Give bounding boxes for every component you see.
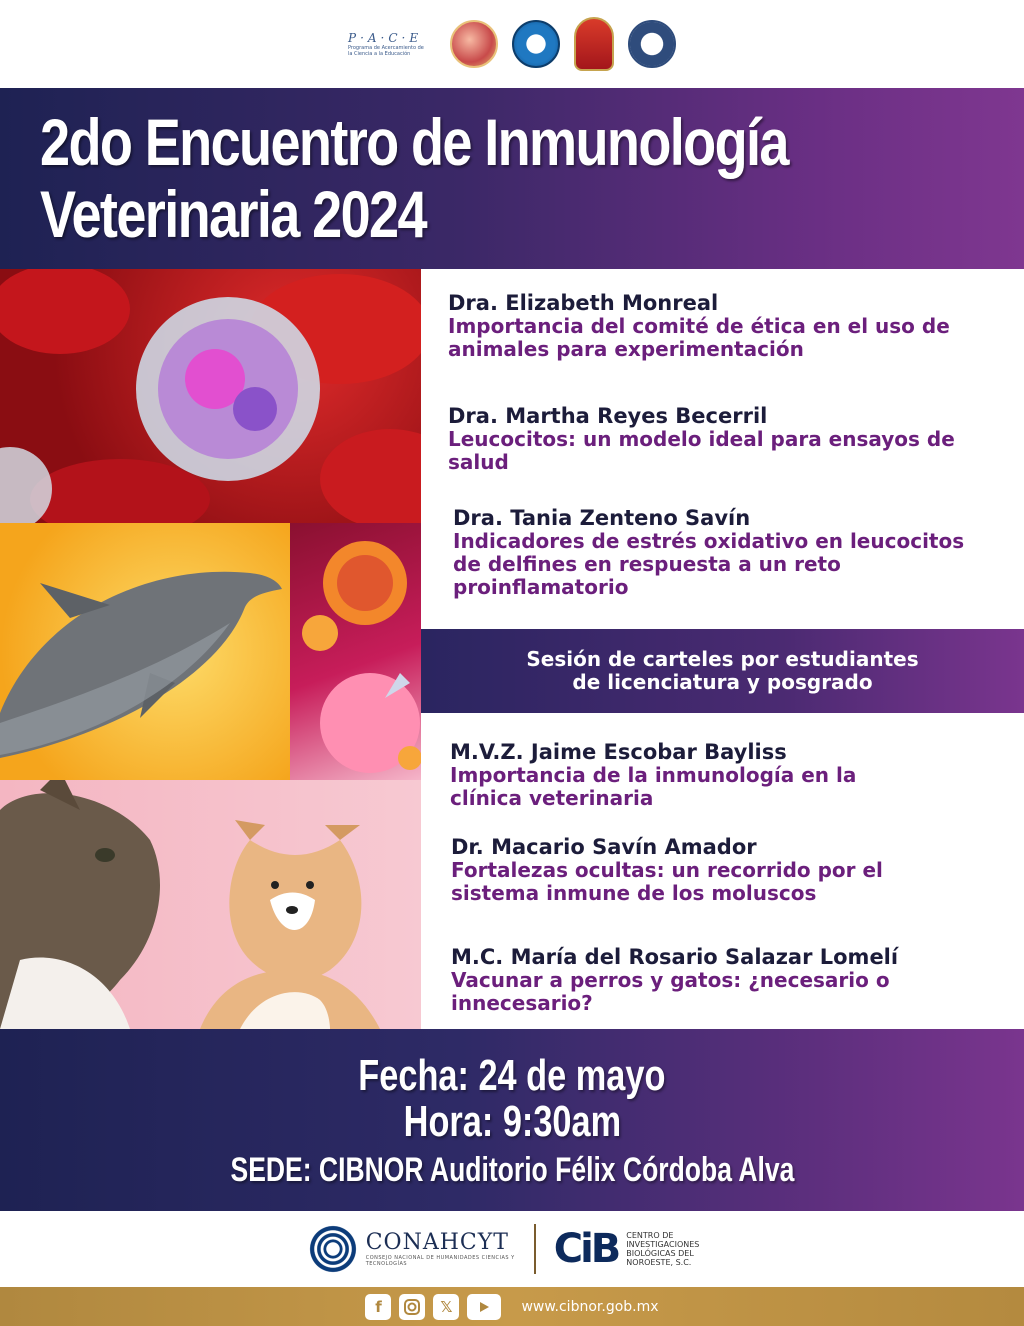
cib-name: CENTRO DE INVESTIGACIONES BIOLÓGICAS DEL NOROESTE, S.C.: [626, 1231, 700, 1267]
speaker-name: Dra. Elizabeth Monreal: [448, 291, 719, 315]
cib-logo: [536, 1226, 717, 1272]
x-icon[interactable]: 𝕏: [433, 1294, 459, 1320]
talk-topic: Indicadores de estrés oxidativo en leucocitos de delfines en respuesta a un reto proinflamatorio: [453, 529, 965, 599]
dolphin-image: [0, 523, 290, 780]
image-collage: [0, 269, 421, 1029]
institution-seal-1: [450, 20, 498, 68]
event-title: [40, 106, 788, 250]
pace-subtitle: Programa de Acercamiento de la Ciencia a la Educación: [348, 45, 424, 57]
talk-item: [448, 291, 1008, 361]
pace-logo: [348, 31, 426, 57]
virus-image: [290, 523, 421, 780]
top-logos: [0, 0, 1024, 88]
poster-session-band: [421, 629, 1024, 713]
event-venue: SEDE: CIBNOR Auditorio Félix Córdoba Alva: [230, 1151, 794, 1189]
conahcyt-subtitle: CONSEJO NACIONAL DE HUMANIDADES CIENCIAS Y TECNOLOGÍAS: [365, 1255, 515, 1267]
pace-wordmark: P·A·C·E: [348, 31, 423, 45]
talk-item: [451, 945, 911, 1015]
speaker-name: Dra. Tania Zenteno Savín: [453, 506, 751, 530]
speaker-name: M.V.Z. Jaime Escobar Bayliss: [450, 740, 787, 764]
talk-item: [448, 404, 1008, 474]
speaker-name: M.C. María del Rosario Salazar Lomelí: [451, 945, 899, 969]
conahcyt-logo: [308, 1224, 536, 1274]
cib-mark: CiB: [553, 1226, 619, 1272]
talk-item: [453, 506, 993, 599]
cat-and-dog-image: [0, 780, 421, 1029]
instagram-icon[interactable]: [399, 1294, 425, 1320]
talk-item: [451, 835, 911, 905]
poster-session-text: Sesión de carteles por estudiantes de licenciatura y posgrado: [526, 647, 919, 694]
talk-item: [450, 740, 890, 810]
youtube-icon[interactable]: [467, 1294, 501, 1320]
footer-bar: [0, 1287, 1024, 1326]
sponsor-logos: [0, 1211, 1024, 1287]
talk-topic: Vacunar a perros y gatos: ¿necesario o innecesario?: [451, 968, 890, 1015]
institution-seal-2: [512, 20, 560, 68]
talk-topic: Leucocitos: un modelo ideal para ensayos de salud: [448, 427, 955, 474]
website-link[interactable]: www.cibnor.gob.mx: [521, 1298, 659, 1315]
event-title-line-2: Veterinaria 2024: [40, 177, 426, 251]
institution-seal-4: [628, 20, 676, 68]
facebook-icon[interactable]: f: [365, 1294, 391, 1320]
talk-topic: Importancia de la inmunología en la clínica veterinaria: [450, 763, 857, 810]
blood-cells-image: [0, 269, 421, 523]
conahcyt-emblem-icon: [308, 1224, 358, 1274]
speaker-name: Dra. Martha Reyes Becerril: [448, 404, 768, 428]
event-date: Fecha: 24 de mayo: [358, 1051, 666, 1100]
talk-topic: Importancia del comité de ética en el uso de animales para experimentación: [448, 314, 950, 361]
institution-shield: [574, 17, 614, 71]
event-title-line-1: 2do Encuentro de Inmunología: [40, 105, 788, 179]
event-time: Hora: 9:30am: [403, 1097, 621, 1146]
conahcyt-name: CONAHCYT: [365, 1230, 509, 1255]
speaker-name: Dr. Macario Savín Amador: [451, 835, 757, 859]
talk-topic: Fortalezas ocultas: un recorrido por el sistema inmune de los moluscos: [451, 858, 883, 905]
